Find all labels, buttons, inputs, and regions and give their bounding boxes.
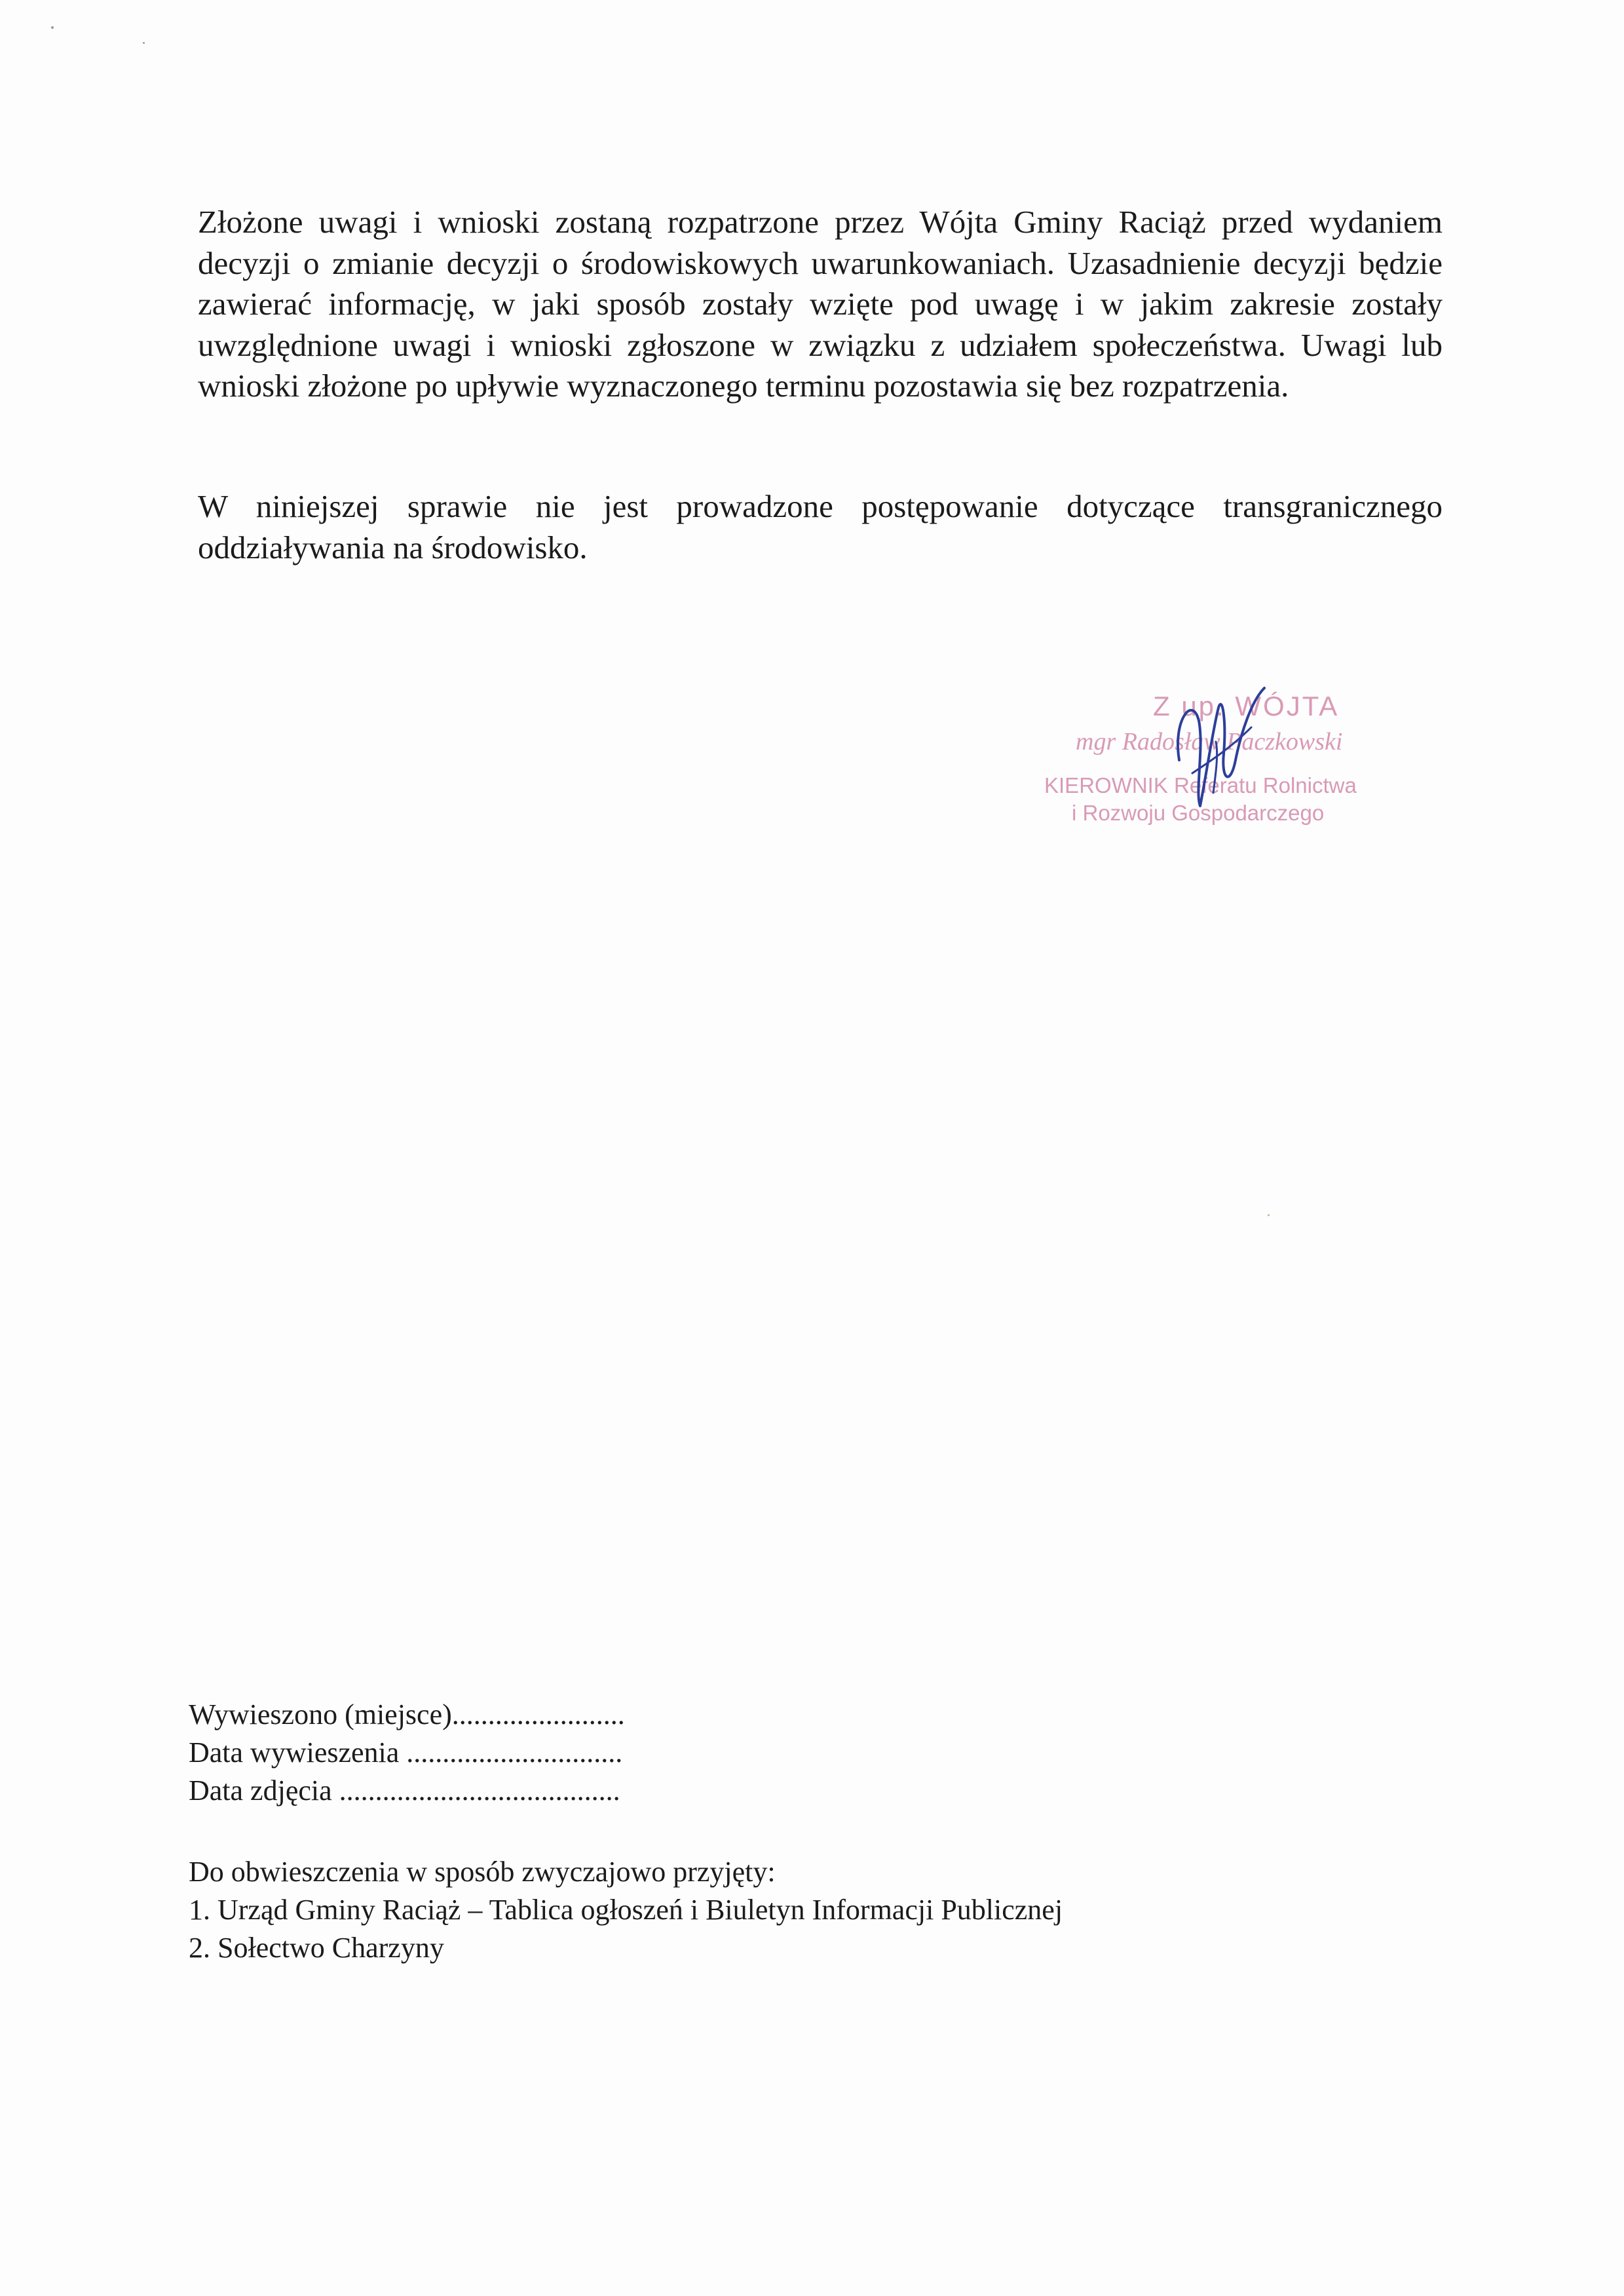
distribution-item: 1. Urząd Gminy Raciąż – Tablica ogłoszeń i Biuletyn Informacji Publicznej bbox=[189, 1894, 1063, 1926]
paragraph-transboundary-notice: W niniejszej sprawie nie jest prowadzone postępowanie dotyczące transgranicznego oddziaływania na środowisko. bbox=[198, 488, 1443, 565]
removal-date-field: Data zdjęcia ....................................... bbox=[189, 1774, 620, 1807]
handwritten-signature bbox=[1153, 681, 1277, 813]
stamp-line-position: KIEROWNIK Referatu Rolnictwa bbox=[1044, 773, 1357, 797]
distribution-heading: Do obwieszczenia w sposób zwyczajowo przyjęty: bbox=[189, 1856, 776, 1888]
stamp-line-on-behalf: Z up. WÓJTA bbox=[1153, 691, 1340, 721]
paragraph-review-of-comments: Złożone uwagi i wnioski zostaną rozpatrzone przez Wójta Gminy Raciąż przed wydaniem decyzji o zmianie decyzji o środowiskowych uwarunkowaniach. Uzasadnienie decyzji będzie zawierać informację, w jaki sposób zostały wzięte pod uwagę i w jakim zakresie zostały uwzględnione uwagi i wnioski zgłoszone w związku z udziałem społeczeństwa. Uwagi lub wnioski złożone po upływie wyznaczonego terminu pozostawia się bez rozpatrzenia. bbox=[198, 204, 1443, 404]
stamp-line-department: i Rozwoju Gospodarczego bbox=[1072, 801, 1325, 825]
posting-fields bbox=[189, 1696, 625, 1810]
distribution-item: 2. Sołectwo Charzyny bbox=[189, 1932, 444, 1964]
scan-speck bbox=[1268, 1214, 1270, 1216]
posting-date-field: Data wywieszenia .............................. bbox=[189, 1736, 623, 1769]
scan-speck bbox=[51, 26, 54, 29]
scan-speck bbox=[143, 42, 145, 44]
stamp-line-name: mgr Radosław Paczkowski bbox=[1076, 728, 1343, 756]
distribution-list bbox=[189, 1853, 1063, 1967]
posting-place-field: Wywieszono (miejsce)........................ bbox=[189, 1698, 625, 1731]
